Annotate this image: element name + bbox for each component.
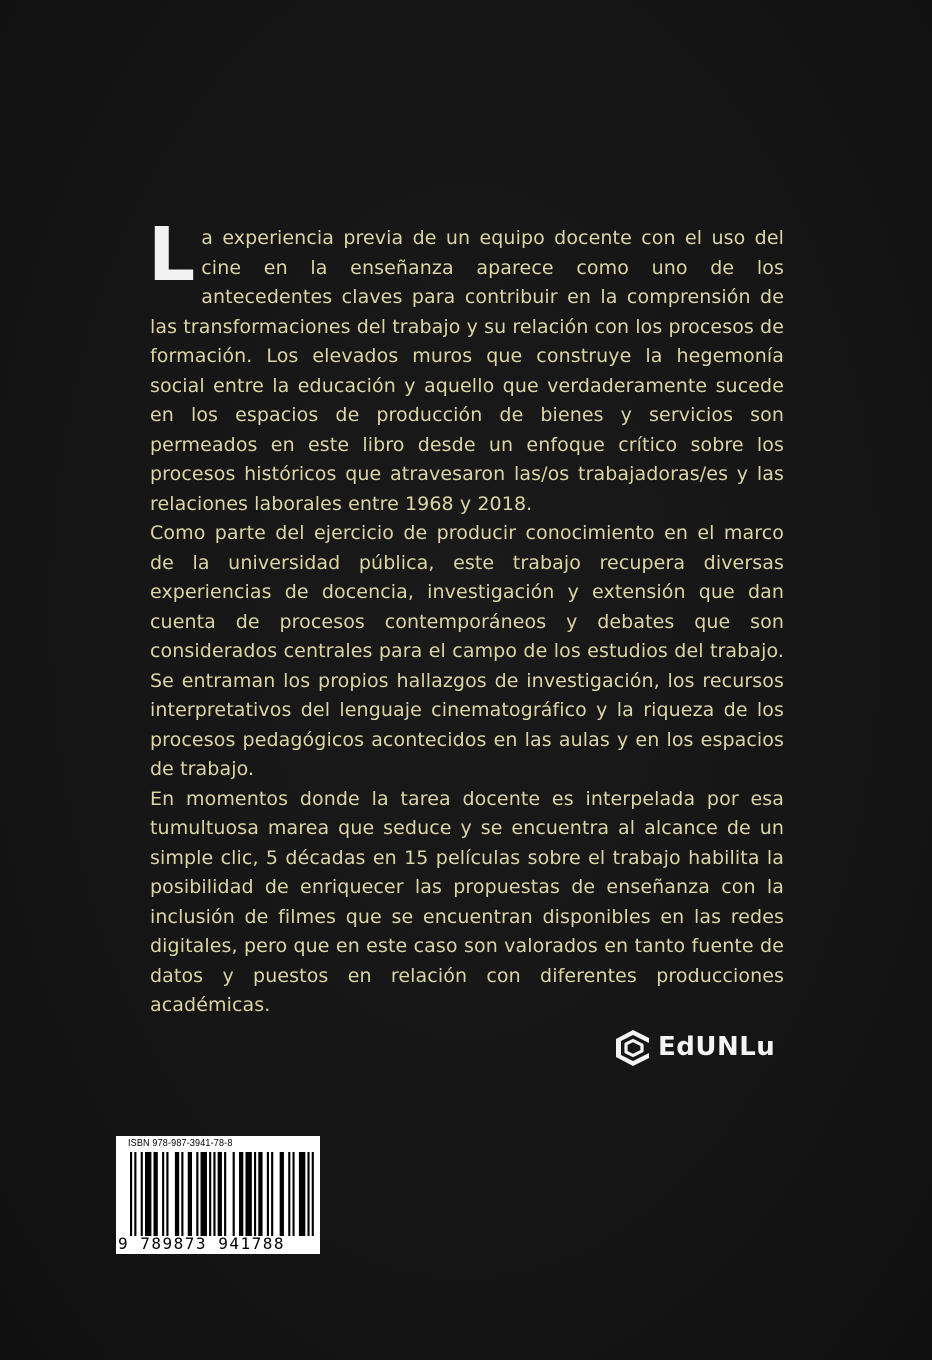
barcode-bar xyxy=(233,1152,235,1236)
barcode-bar xyxy=(154,1152,158,1236)
isbn-label: ISBN 978-987-3941-78-8 xyxy=(128,1138,233,1149)
isbn-barcode xyxy=(116,1136,320,1254)
barcode-bars xyxy=(130,1152,316,1236)
drop-cap: L xyxy=(148,212,196,298)
barcode-bar xyxy=(239,1152,243,1236)
barcode-bar xyxy=(209,1152,211,1236)
barcode-bar xyxy=(271,1152,273,1236)
barcode-bar xyxy=(245,1152,251,1236)
barcode-bar xyxy=(254,1152,256,1236)
barcode-bar xyxy=(218,1152,222,1236)
barcode-bar xyxy=(201,1152,207,1236)
barcode-bar xyxy=(312,1152,314,1236)
barcode-bar xyxy=(188,1152,192,1236)
barcode-bar xyxy=(181,1152,183,1236)
synopsis-paragraph-3: En momentos donde la tarea docente es interpelada por esa tumultuosa marea que seduce y se encuentra al alcance de un simple clic, 5 décadas en 15 películas sobre el trabajo habilita la posibilidad de enriquecer las propuestas de enseñanza con la inclusión de filmes que se encuentran disponibles en las redes digitales, pero que en este caso son valorados en tanto fuente de datos y puestos en relación con diferentes producciones académicas. xyxy=(150,787,784,1016)
barcode-bar xyxy=(280,1152,284,1236)
synopsis-paragraph-1 xyxy=(148,212,785,519)
barcode-bar xyxy=(213,1152,215,1236)
barcode-bar xyxy=(145,1152,151,1236)
barcode-bar xyxy=(196,1152,198,1236)
barcode-bar xyxy=(258,1152,262,1236)
barcode-bar xyxy=(162,1152,164,1236)
barcode-bar xyxy=(299,1152,305,1236)
barcode-bar xyxy=(288,1152,290,1236)
publisher-name: EdUNLu xyxy=(658,1032,776,1062)
paragraph-1-text: a experiencia previa de un equipo docente con el uso del cine en la enseñanza aparece como uno de los antecedentes claves para contribuir en la comprensión de las transformaciones del trabajo y su relación con los procesos de formación. Los elevados muros que construye la hegemonía social entre la educación y aquello que verdaderamente sucede en los espacios de producción de bienes y servicios son permeados en este libro desde un enfoque crítico sobre los procesos históricos que atravesaron las/os trabajadoras/es y las relaciones laborales entre 1968 y 2018. xyxy=(150,227,785,515)
barcode-bar xyxy=(175,1152,179,1236)
barcode-bar xyxy=(141,1152,143,1236)
synopsis-paragraph-2: Como parte del ejercicio de producir conocimiento en el marco de la universidad pública, este trabajo recupera diversas experiencias de docencia, investigación y extensión que dan cuenta de procesos contemporáneos y debates que son considerados centrales para el campo de los estudios del trabajo. Se entraman los propios hallazgos de investigación, los recursos interpretativos del lenguaje cinematográfico y la riqueza de los procesos pedagógicos acontecidos en las aulas y en los espacios de trabajo. xyxy=(150,522,784,780)
synopsis-text xyxy=(148,212,785,1021)
barcode-bar xyxy=(130,1152,132,1236)
barcode-bar xyxy=(134,1152,136,1236)
barcode-bar xyxy=(224,1152,226,1236)
barcode-bar xyxy=(292,1152,294,1236)
barcode-bar xyxy=(307,1152,309,1236)
edunlu-logo-icon xyxy=(612,1026,654,1068)
barcode-bar xyxy=(267,1152,269,1236)
barcode-digits: 9 789873 941788 xyxy=(118,1234,285,1253)
barcode-bar xyxy=(166,1152,168,1236)
publisher-logo xyxy=(612,1024,782,1070)
